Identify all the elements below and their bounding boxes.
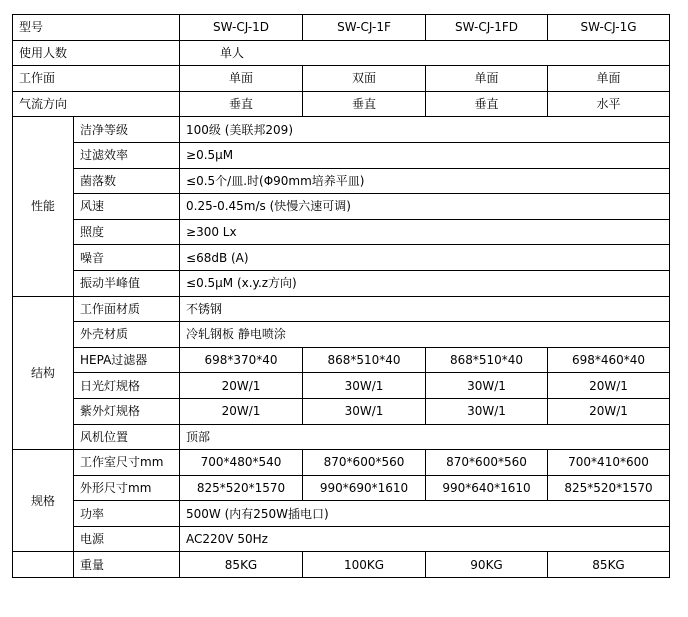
chamber-size-value: 870*600*560: [303, 450, 426, 476]
illuminance-value: ≥300 Lx: [180, 219, 670, 245]
performance-group-label: 性能: [13, 117, 74, 296]
uv-value: 30W/1: [303, 398, 426, 424]
table-material-value: 不锈钢: [180, 296, 670, 322]
specs-row: [13, 475, 670, 501]
noise-value: ≤68dB (A): [180, 245, 670, 271]
hepa-value: 698*370*40: [180, 347, 303, 373]
performance-row: [13, 168, 670, 194]
filter-efficiency-value: ≥0.5μM: [180, 142, 670, 168]
supply-value: AC220V 50Hz: [180, 526, 670, 552]
filter-efficiency-label: 过滤效率: [74, 142, 180, 168]
weight-value: 90KG: [426, 552, 548, 578]
airflow-value: 水平: [548, 91, 670, 117]
colony-count-value: ≤0.5个/皿.时(Φ90mm培养平皿): [180, 168, 670, 194]
model-name: SW-CJ-1F: [303, 15, 426, 41]
outer-size-value: 990*640*1610: [426, 475, 548, 501]
work-face-label: 工作面: [13, 66, 180, 92]
wind-speed-value: 0.25-0.45m/s (快慢六速可调): [180, 194, 670, 220]
performance-row: [13, 142, 670, 168]
cleanliness-value: 100级 (美联邦209): [180, 117, 670, 143]
chamber-size-label: 工作室尺寸mm: [74, 450, 180, 476]
power-value: 500W (内有250W插电口): [180, 501, 670, 527]
work-face-value: 单面: [426, 66, 548, 92]
shell-material-value: 冷轧钢板 静电喷涂: [180, 322, 670, 348]
daylight-value: 20W/1: [548, 373, 670, 399]
performance-row: [13, 245, 670, 271]
hepa-value: 868*510*40: [303, 347, 426, 373]
uv-value: 20W/1: [548, 398, 670, 424]
model-name: SW-CJ-1FD: [426, 15, 548, 41]
outer-size-value: 825*520*1570: [180, 475, 303, 501]
daylight-value: 30W/1: [303, 373, 426, 399]
fan-position-value: 顶部: [180, 424, 670, 450]
model-label: 型号: [13, 15, 180, 41]
weight-row: [13, 552, 670, 578]
airflow-label: 气流方向: [13, 91, 180, 117]
cleanliness-label: 洁净等级: [74, 117, 180, 143]
work-face-value: 单面: [180, 66, 303, 92]
weight-blank-cell: [13, 552, 74, 578]
specs-row: [13, 450, 670, 476]
uv-value: 30W/1: [426, 398, 548, 424]
users-label: 使用人数: [13, 40, 180, 66]
airflow-value: 垂直: [180, 91, 303, 117]
performance-row: [13, 194, 670, 220]
structure-row: [13, 322, 670, 348]
weight-label: 重量: [74, 552, 180, 578]
uv-label: 紫外灯规格: [74, 398, 180, 424]
vibration-label: 振动半峰值: [74, 270, 180, 296]
airflow-value: 垂直: [303, 91, 426, 117]
table-material-label: 工作面材质: [74, 296, 180, 322]
users-value: 单人: [180, 40, 670, 66]
wind-speed-label: 风速: [74, 194, 180, 220]
colony-count-label: 菌落数: [74, 168, 180, 194]
airflow-value: 垂直: [426, 91, 548, 117]
structure-row: [13, 398, 670, 424]
model-name: SW-CJ-1G: [548, 15, 670, 41]
illuminance-label: 照度: [74, 219, 180, 245]
work-face-value: 双面: [303, 66, 426, 92]
shell-material-label: 外壳材质: [74, 322, 180, 348]
structure-row: [13, 296, 670, 322]
specs-row: [13, 501, 670, 527]
weight-value: 85KG: [548, 552, 670, 578]
structure-row: [13, 373, 670, 399]
hepa-label: HEPA过滤器: [74, 347, 180, 373]
chamber-size-value: 870*600*560: [426, 450, 548, 476]
chamber-size-value: 700*480*540: [180, 450, 303, 476]
specs-row: [13, 526, 670, 552]
work-face-row: [13, 66, 670, 92]
daylight-label: 日光灯规格: [74, 373, 180, 399]
specs-group-label: 规格: [13, 450, 74, 552]
outer-size-value: 825*520*1570: [548, 475, 670, 501]
performance-row: [13, 117, 670, 143]
weight-value: 85KG: [180, 552, 303, 578]
work-face-value: 单面: [548, 66, 670, 92]
noise-label: 噪音: [74, 245, 180, 271]
hepa-value: 868*510*40: [426, 347, 548, 373]
uv-value: 20W/1: [180, 398, 303, 424]
chamber-size-value: 700*410*600: [548, 450, 670, 476]
daylight-value: 30W/1: [426, 373, 548, 399]
fan-position-label: 风机位置: [74, 424, 180, 450]
outer-size-value: 990*690*1610: [303, 475, 426, 501]
spec-table: [12, 14, 670, 578]
model-name: SW-CJ-1D: [180, 15, 303, 41]
airflow-row: [13, 91, 670, 117]
performance-row: [13, 219, 670, 245]
vibration-value: ≤0.5μM (x.y.z方向): [180, 270, 670, 296]
hepa-value: 698*460*40: [548, 347, 670, 373]
outer-size-label: 外形尺寸mm: [74, 475, 180, 501]
users-row: [13, 40, 670, 66]
weight-value: 100KG: [303, 552, 426, 578]
structure-row: [13, 347, 670, 373]
model-row: [13, 15, 670, 41]
supply-label: 电源: [74, 526, 180, 552]
structure-row: [13, 424, 670, 450]
performance-row: [13, 270, 670, 296]
structure-group-label: 结构: [13, 296, 74, 450]
power-label: 功率: [74, 501, 180, 527]
daylight-value: 20W/1: [180, 373, 303, 399]
